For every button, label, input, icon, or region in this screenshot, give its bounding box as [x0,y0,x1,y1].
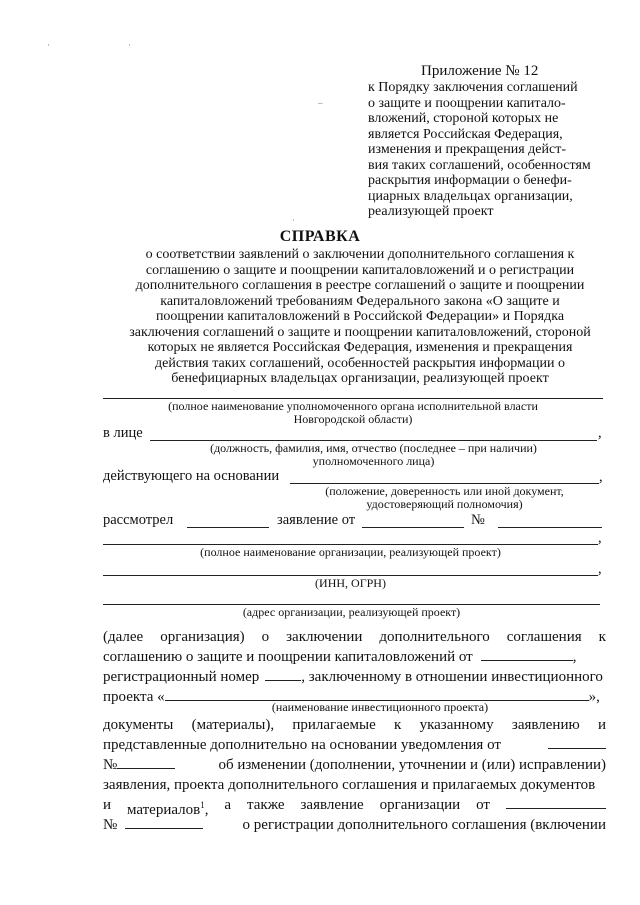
appendix-heading: Приложение № 12 [421,63,539,79]
appendix-line: изменения и прекращения дейст- [368,142,566,157]
subtitle-line: поощрении капиталовложений в Российской Федерации» и Порядка [155,309,565,324]
scan-speck: ‒ [318,98,323,108]
address-caption: (адрес организации, реализующей проект) [242,605,461,619]
project-name-blank[interactable] [165,687,589,701]
subtitle-line: соглашению о защите и поощрении капиталовложений и о регистрации [145,262,575,278]
appendix-line: о защите и поощрении капитало- [368,95,566,111]
body-line: регистрационный номер , заключенному в отношении инвестиционного [103,669,603,685]
basis-caption: (положение, доверенность или иной документ, удостоверяющий полномочия) [325,484,564,511]
agreement-date-blank[interactable] [481,647,573,661]
notification-date-blank[interactable] [548,735,606,749]
body-line: и материалов$^1$, а также заявление организации от [103,795,606,815]
registration-number-blank[interactable] [265,667,301,681]
acting-basis-label: действующего на основании [103,468,280,484]
in-person-label: в лице [103,425,143,441]
comma: , [598,530,602,546]
comma: , [598,425,602,441]
comma: , [599,469,603,485]
subtitle-line: бенефициарных владельцах организации, реализующей проект [171,371,549,386]
scan-speck: · [128,40,131,50]
subtitle-line: которых не является Российская Федерация, изменения и прекращения [147,340,573,355]
appendix-line: вложений, стороной которых не [368,111,559,126]
body-line: соглашению о защите и поощрении капиталовложений от , [103,649,577,665]
appendix-line: циарных владельцах организации, [368,188,573,204]
appendix-reference [368,80,608,220]
reviewed-date-line[interactable] [187,527,269,528]
inn-caption: (ИНН, ОГРН) [315,576,386,590]
registration-application-number-blank[interactable] [125,815,203,829]
number-sign: № [471,512,485,528]
subtitle-line: капиталовложений требованиям Федерального закона «О защите и [160,293,560,309]
appendix-line: к Порядку заключения соглашений [368,80,578,95]
scan-speck: · [292,215,295,225]
body-line: заявления, проекта дополнительного соглашения и прилагаемых документов [103,777,596,793]
application-number-line[interactable] [498,527,602,528]
reviewed-label: рассмотрел [103,512,174,528]
appendix-line: является Российская Федерация, [368,126,563,142]
scan-speck: · [47,40,50,50]
subtitle-line: действия таких соглашений, особенностей раскрытия информации о [155,355,565,371]
body-line: (далее организация) о заключении дополнительного соглашения к [103,629,606,645]
document-subtitle [100,247,620,387]
body-line: документы (материалы), прилагаемые к указанному заявлению и [103,717,606,733]
registration-application-date-blank[interactable] [506,795,606,809]
appendix-line: раскрытия информации о бенефи- [368,173,572,188]
application-date-line[interactable] [362,527,464,528]
document-title: СПРАВКА [279,228,361,245]
project-caption: (наименование инвестиционного проекта) [271,700,489,714]
person-caption: (должность, фамилия, имя, отчество (последнее – при наличии) уполномоченного лица) [210,441,537,468]
appendix-line: реализующей проект [368,204,494,219]
appendix-line: вия таких соглашений, особенностям [368,157,591,173]
body-text [103,627,606,707]
subtitle-line: заключения соглашений о защите и поощрении капиталовложений, стороной [129,324,591,340]
subtitle-line: дополнительного соглашения в реестре соглашений о защите и поощрении [135,278,585,293]
application-from-label: заявление от [277,512,356,528]
body-text [103,715,606,835]
subtitle-line: о соответствии заявлений о заключении дополнительного соглашения к [145,247,575,262]
organization-caption: (полное наименование организации, реализующей проект) [200,545,501,559]
body-line: проекта « », [103,689,600,705]
comma: , [598,561,602,577]
notification-number-blank[interactable] [117,755,175,769]
body-line: № о регистрации дополнительного соглашения (включении [103,817,606,833]
authority-caption: (полное наименование уполномоченного органа исполнительной власти Новгородской области) [168,399,538,426]
body-line: № об изменении (дополнении, уточнении и (или) исправлении) [103,757,606,773]
body-line: представленные дополнительно на основании уведомления от [103,735,606,755]
